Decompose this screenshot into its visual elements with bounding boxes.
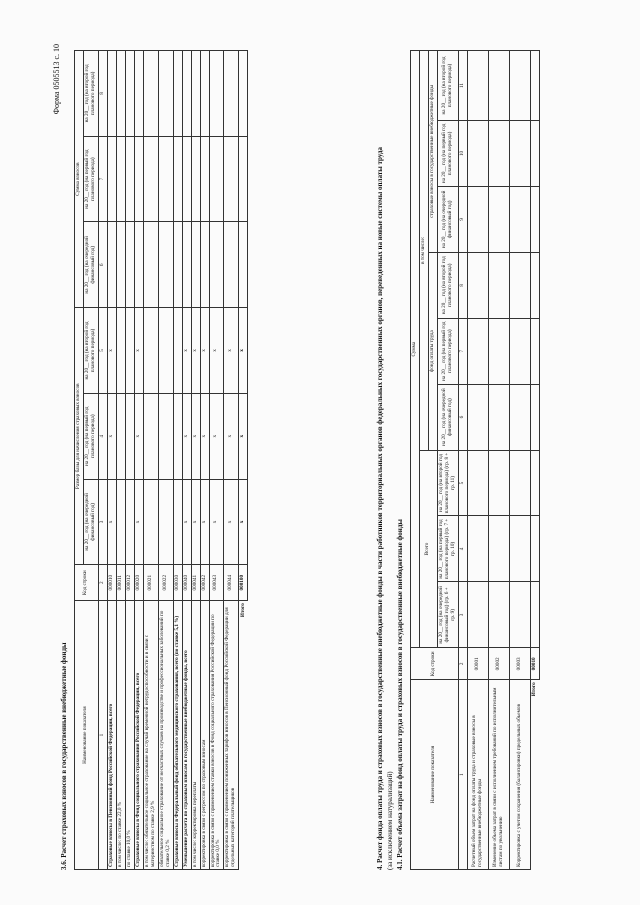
- row-cell: [467, 516, 488, 582]
- row-cell: [488, 252, 509, 318]
- col-num: 7: [458, 318, 467, 384]
- row-name: обязательное социальное страхование от несчастных случаев на производстве и профессиональных заболеваний по ставке 0,2 %: [158, 601, 173, 870]
- total-cell: x: [239, 308, 248, 394]
- rotated-form: [52, 38, 640, 878]
- row-cell: x: [107, 393, 116, 479]
- row-name: в том числе: обязательное социальное страхование на случай временной нетрудоспособности и в связи с материнством по ставке 2,9 %: [143, 601, 158, 870]
- payroll-table: [410, 50, 540, 870]
- col-num: 6: [98, 222, 107, 308]
- row-cell: [125, 51, 134, 137]
- total-cell: [530, 516, 539, 582]
- row-cell: [509, 318, 530, 384]
- row-cell: x: [182, 479, 191, 565]
- row-cell: [116, 393, 125, 479]
- row-cell: [509, 186, 530, 252]
- row-cell: [191, 222, 200, 308]
- row-name: Изменение объема затрат в связи с исполнением требований по исполнительным листам по увольнению: [488, 680, 509, 870]
- row-cell: [488, 186, 509, 252]
- col-num: 4: [98, 393, 107, 479]
- table-row: [467, 51, 488, 870]
- row-code: 00003: [509, 648, 530, 680]
- table-row: [509, 51, 530, 870]
- row-cell: [173, 222, 182, 308]
- row-cell: [173, 136, 182, 222]
- table-row: [182, 51, 191, 870]
- row-code: 000030: [173, 565, 182, 601]
- total-cell: [239, 222, 248, 308]
- table-row: [209, 51, 224, 870]
- row-cell: [125, 308, 134, 394]
- row-cell: [509, 516, 530, 582]
- row-cell: x: [224, 479, 239, 565]
- row-code: 000044: [224, 565, 239, 601]
- row-cell: [509, 582, 530, 648]
- total-cell: [530, 186, 539, 252]
- row-cell: [509, 120, 530, 186]
- row-cell: x: [200, 393, 209, 479]
- row-cell: x: [209, 308, 224, 394]
- row-name: корректировка в связи с применением пониженных тарифов взносов в Пенсионный фонд Российской Федерации для отдельных категорий плательщиков: [224, 601, 239, 870]
- row-cell: [134, 136, 143, 222]
- col-num: 7: [98, 136, 107, 222]
- total-cell: [239, 136, 248, 222]
- row-cell: [116, 51, 125, 137]
- row-cell: [488, 582, 509, 648]
- col-num: 1: [458, 680, 467, 870]
- col-num: 9: [458, 186, 467, 252]
- row-cell: [224, 222, 239, 308]
- total-cell: [530, 51, 539, 121]
- row-cell: [134, 51, 143, 137]
- col-num: 8: [458, 252, 467, 318]
- row-cell: x: [134, 479, 143, 565]
- col-header-sum: Сумма взносов: [75, 51, 84, 308]
- row-name: Страховые взносы в Федеральный фонд обязательного медицинского страхования, всего (по ставке 5,1 %): [173, 601, 182, 870]
- row-cell: [116, 308, 125, 394]
- row-cell: [467, 582, 488, 648]
- row-cell: [158, 308, 173, 394]
- row-cell: x: [107, 479, 116, 565]
- col-header-total3: на 20__ год (на второй год планового периода) (гр. 8 + гр. 11): [437, 450, 458, 516]
- row-cell: [158, 222, 173, 308]
- row-cell: [116, 222, 125, 308]
- row-cell: [143, 308, 158, 394]
- table-row: [107, 51, 116, 870]
- row-cell: x: [200, 308, 209, 394]
- row-cell: [488, 450, 509, 516]
- row-name: Страховые взносы в Пенсионный фонд Российской Федерации, всего: [107, 601, 116, 870]
- table-row: [200, 51, 209, 870]
- row-cell: x: [191, 308, 200, 394]
- table-row: [143, 51, 158, 870]
- total-code: 00010: [530, 648, 539, 680]
- col-header-year2: на 20__ год (на первый год планового периода): [437, 318, 458, 384]
- row-name: Расчетный объем затрат на фонд оплаты труда и страховые взносы в государственные внебюджетные фонды: [467, 680, 488, 870]
- total-cell: [530, 252, 539, 318]
- row-cell: [125, 393, 134, 479]
- row-name: корректировка в связи с регрессом по страховым взносам: [200, 601, 209, 870]
- col-num: 6: [458, 384, 467, 450]
- row-code: 000012: [125, 565, 134, 601]
- row-cell: [158, 136, 173, 222]
- row-cell: [488, 120, 509, 186]
- row-cell: [488, 516, 509, 582]
- row-cell: [467, 120, 488, 186]
- col-header-year1: на 20__ год (на очередной финансовый год): [437, 384, 458, 450]
- row-cell: x: [224, 393, 239, 479]
- row-code: 000011: [116, 565, 125, 601]
- row-name: корректировка в связи с применением ставки взносов в Фонд социального страхования Российской Федерации по ставке 0,0 %: [209, 601, 224, 870]
- total-label: Итого: [239, 603, 246, 618]
- row-cell: [224, 136, 239, 222]
- row-cell: [509, 51, 530, 121]
- col-num: 5: [458, 450, 467, 516]
- row-cell: x: [182, 308, 191, 394]
- row-cell: [107, 222, 116, 308]
- col-num: 3: [458, 582, 467, 648]
- col-num: 10: [458, 120, 467, 186]
- row-cell: [134, 222, 143, 308]
- row-name: Уменьшение расчета по страховым взносам в государственные внебюджетные фонды, всего: [182, 601, 191, 870]
- row-cell: [125, 136, 134, 222]
- row-cell: [467, 186, 488, 252]
- row-cell: [143, 222, 158, 308]
- col-header-year2: на 20__ год (на первый год планового периода): [437, 120, 458, 186]
- col-header-name: Наименование показателя: [411, 680, 459, 870]
- row-cell: x: [209, 393, 224, 479]
- row-code: 000022: [158, 565, 173, 601]
- row-code: 000041: [191, 565, 200, 601]
- row-cell: x: [200, 479, 209, 565]
- row-cell: [488, 384, 509, 450]
- row-cell: [158, 479, 173, 565]
- insurance-table: [74, 50, 248, 870]
- row-cell: [200, 136, 209, 222]
- row-cell: [209, 222, 224, 308]
- col-header-year3: на 20__ год (на второй год планового периода): [437, 51, 458, 121]
- row-name: Корректировка с учетом сохранения (балансировки) предельных объемов: [509, 680, 530, 870]
- row-cell: x: [224, 308, 239, 394]
- row-code: 000010: [107, 565, 116, 601]
- row-cell: [173, 393, 182, 479]
- col-num: 2: [458, 648, 467, 680]
- total-cell: [530, 582, 539, 648]
- col-header-year1: на 20__ год (на очередной финансовый год): [83, 479, 98, 565]
- table-row: [224, 51, 239, 870]
- col-header-base: Размер базы для начисления страховых взносов: [75, 308, 84, 565]
- row-cell: [488, 318, 509, 384]
- col-header-name: Наименование показателя: [75, 601, 99, 870]
- row-cell: x: [191, 393, 200, 479]
- row-cell: [182, 51, 191, 137]
- row-cell: [182, 222, 191, 308]
- row-cell: [158, 393, 173, 479]
- total-cell: x: [239, 479, 248, 565]
- row-cell: [173, 308, 182, 394]
- col-header-year2: на 20__ год (на первый год планового периода): [83, 393, 98, 479]
- table-row: [125, 51, 134, 870]
- total-cell: [530, 384, 539, 450]
- table-row: [173, 51, 182, 870]
- row-code: 000042: [200, 565, 209, 601]
- col-header-year1: на 20__ год (на очередной финансовый год): [83, 222, 98, 308]
- row-cell: [467, 252, 488, 318]
- col-header-sum: Сумма: [411, 51, 420, 648]
- row-cell: [509, 252, 530, 318]
- row-cell: x: [182, 393, 191, 479]
- row-name: в том числе: корректировка переплаты: [191, 601, 200, 870]
- section-36-title: 3.6. Расчет страховых взносов в государственные внебюджетные фонды: [60, 642, 68, 870]
- row-code: 00001: [467, 648, 488, 680]
- total-label: Итого: [531, 682, 538, 697]
- row-code: 000043: [209, 565, 224, 601]
- table-row: [158, 51, 173, 870]
- total-code: 000100: [239, 565, 248, 601]
- col-header-incl: в том числе:: [419, 51, 428, 451]
- row-cell: [209, 136, 224, 222]
- row-name: в том числе: по ставке 22,0 %: [116, 601, 125, 870]
- col-header-year3: на 20__ год (на второй год планового периода): [83, 308, 98, 394]
- row-cell: [467, 318, 488, 384]
- col-header-year2: на 20__ год (на первый год планового периода): [83, 136, 98, 222]
- row-cell: [509, 384, 530, 450]
- col-header-total1: на 20__ год (на очередной финансовый год) (гр. 6 + гр. 9): [437, 582, 458, 648]
- row-cell: [125, 222, 134, 308]
- section-4-subtitle: (за исключением натурализаций): [386, 771, 394, 870]
- col-num: 5: [98, 308, 107, 394]
- col-header-total2: на 20__ год (на первый год планового периода) (гр. 7 + гр. 10): [437, 516, 458, 582]
- row-cell: x: [134, 308, 143, 394]
- row-cell: [200, 222, 209, 308]
- row-cell: [143, 393, 158, 479]
- row-cell: [467, 51, 488, 121]
- row-cell: [191, 51, 200, 137]
- table-row: [191, 51, 200, 870]
- total-cell: [530, 120, 539, 186]
- row-cell: [173, 51, 182, 137]
- row-cell: [143, 479, 158, 565]
- row-cell: [107, 51, 116, 137]
- col-num: 2: [98, 565, 107, 601]
- row-cell: [182, 136, 191, 222]
- row-cell: [158, 51, 173, 137]
- row-cell: [209, 51, 224, 137]
- table-row: [116, 51, 125, 870]
- col-num: 4: [458, 516, 467, 582]
- col-num: 1: [98, 601, 107, 870]
- row-name: Страховые взносы в Фонд социального страхования Российской Федерации, всего: [134, 601, 143, 870]
- col-header-code: Код строки: [411, 648, 459, 680]
- row-cell: [107, 136, 116, 222]
- col-header-year3: на 20__ год (на второй год планового периода): [83, 51, 98, 137]
- row-cell: [116, 136, 125, 222]
- row-cell: [467, 450, 488, 516]
- row-cell: [125, 479, 134, 565]
- row-code: 000020: [134, 565, 143, 601]
- form-number: Форма 0505513 с. 10: [52, 44, 61, 115]
- col-num: 8: [98, 51, 107, 137]
- total-cell: [530, 450, 539, 516]
- total-cell: [239, 51, 248, 137]
- row-cell: [224, 51, 239, 137]
- row-cell: x: [134, 393, 143, 479]
- total-cell: x: [239, 393, 248, 479]
- table-row: [134, 51, 143, 870]
- row-cell: [200, 51, 209, 137]
- row-cell: [143, 136, 158, 222]
- section-41-title: 4.1. Расчет объема затрат на фонд оплаты труда и страховых взносов в государственные внебюджетные фонды: [396, 519, 404, 870]
- section-4-title: 4. Расчет фонда оплаты труда и страховых взносов в государственные внебюджетные фонды в части работников территориальных органов федеральных государственных органов, переведенных на новые системы оплаты труда: [376, 147, 384, 870]
- row-cell: [143, 51, 158, 137]
- row-cell: [488, 51, 509, 121]
- col-num: 11: [458, 51, 467, 121]
- table-row: [488, 51, 509, 870]
- row-cell: [116, 479, 125, 565]
- row-cell: x: [191, 479, 200, 565]
- row-code: 00002: [488, 648, 509, 680]
- row-cell: [467, 384, 488, 450]
- row-code: 000021: [143, 565, 158, 601]
- col-header-year1: на 20__ год (на очередной финансовый год): [437, 186, 458, 252]
- row-name: по ставке 10,0 %: [125, 601, 134, 870]
- row-cell: [509, 450, 530, 516]
- col-header-ins: страховые взносы в государственные внебюджетные фонды: [428, 51, 437, 253]
- col-header-fot: фонд оплаты труда: [428, 252, 437, 450]
- col-header-total: Всего: [419, 450, 437, 648]
- col-num: 3: [98, 479, 107, 565]
- row-cell: [191, 136, 200, 222]
- col-header-code: Код строки: [75, 565, 99, 601]
- row-cell: x: [107, 308, 116, 394]
- col-header-year3: на 20__ год (на второй год планового периода): [437, 252, 458, 318]
- total-cell: [530, 318, 539, 384]
- row-code: 000040: [182, 565, 191, 601]
- row-cell: x: [209, 479, 224, 565]
- row-cell: [173, 479, 182, 565]
